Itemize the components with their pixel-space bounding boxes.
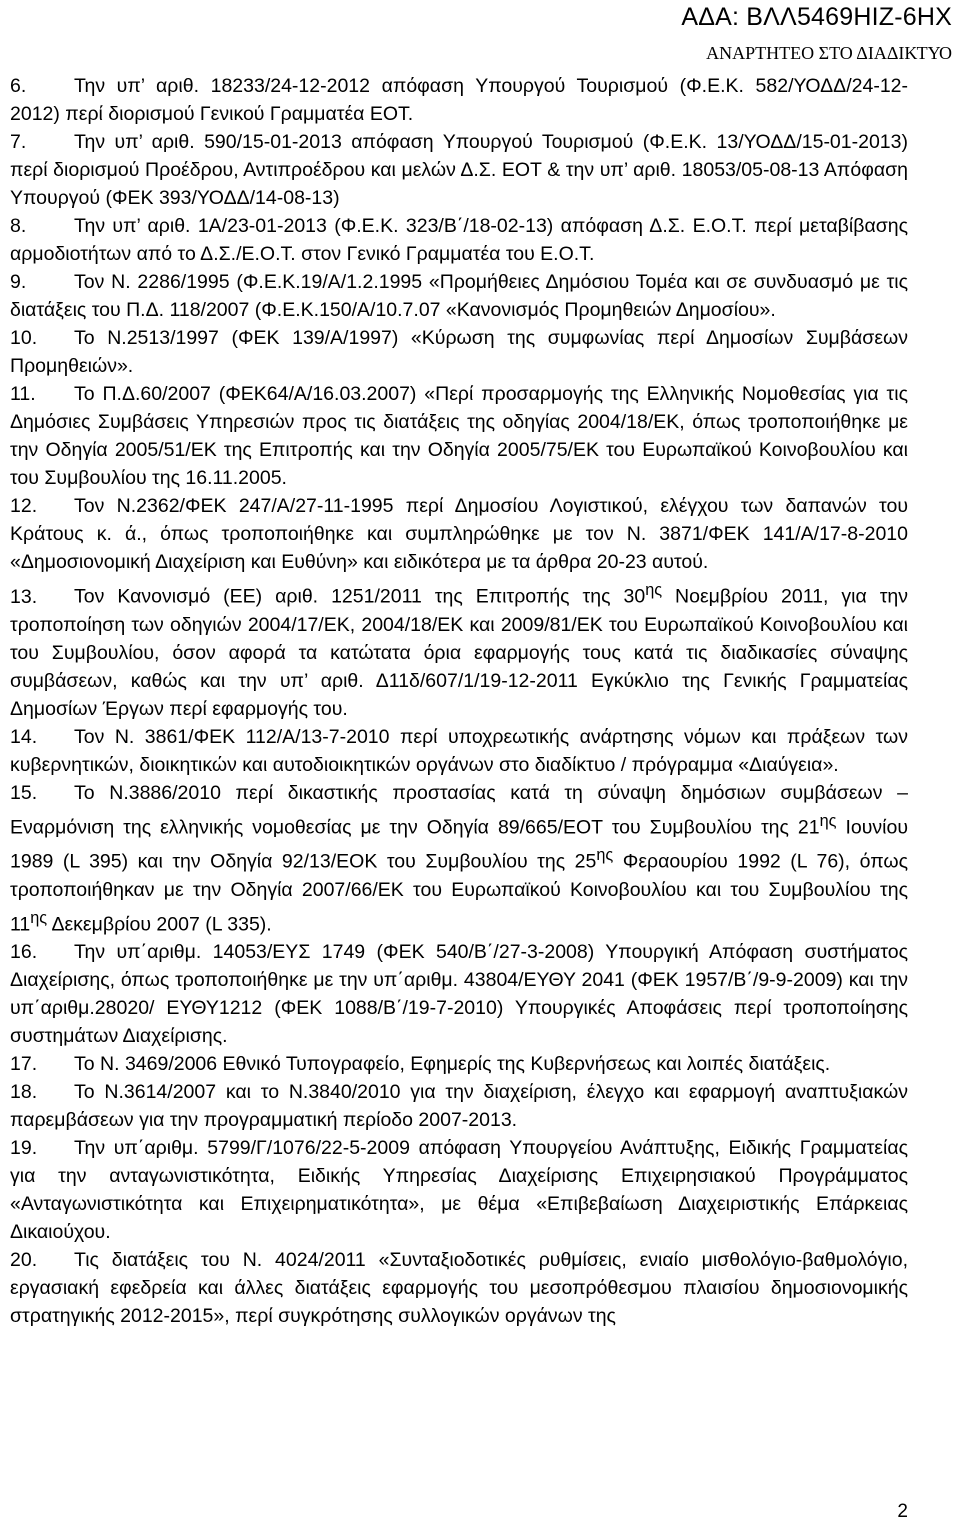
list-item: [10, 938, 908, 1050]
ordinal-suffix: ης: [30, 908, 48, 927]
item-number: 16.: [10, 941, 38, 963]
item-text-part: Ιουνίου 1989 (L 395) και την Οδηγία 92/13/ΕΟΚ του Συμβουλίου της 25: [10, 816, 909, 873]
item-text: Τις διατάξεις του Ν. 4024/2011 «Συνταξιοδοτικές ρυθμίσεις, ενιαίο μισθολόγιο-βαθμολόγιο, εργασιακή εφεδρεία και άλλες διατάξεις εφαρμογής του μεσοπρόθεσμου πλαισίου δημοσιονομικής στρατηγικής 2012-2015», περί συγκρότησης συλλογικών οργάνων της: [10, 1249, 908, 1327]
item-text-part: Δεκεμβρίου 2007 (L 335).: [47, 913, 272, 935]
ordinal-suffix: ης: [645, 581, 663, 599]
item-text: Το Ν.3614/2007 και το Ν.3840/2010 για την διαχείριση, έλεγχο και εφαρμογή αναπτυξιακών παρεμβάσεων για την προγραμματική περίοδο 2007-2013.: [10, 1081, 908, 1131]
item-number: 6.: [10, 75, 27, 97]
list-item: [10, 380, 908, 492]
item-number: 18.: [10, 1081, 38, 1103]
list-item: [10, 723, 908, 779]
item-number: 17.: [10, 1053, 38, 1075]
ada-code: ΑΔΑ: ΒΛΛ5469ΗΙΖ-6ΗΧ: [681, 3, 952, 31]
item-number: 10.: [10, 327, 38, 349]
list-item: [10, 212, 908, 268]
list-item: [10, 1078, 908, 1134]
item-number: 7.: [10, 131, 27, 153]
item-number: 9.: [10, 271, 27, 293]
list-item: [10, 324, 908, 380]
item-text: Τον Ν.2362/ΦΕΚ 247/Α/27-11-1995 περί Δημοσίου Λογιστικού, ελέγχου των δαπανών του Κράτους κ. ά., όπως τροποποιήθηκε και συμπληρώθηκε με τον Ν. 3871/ΦΕΚ 141/Α/17-8-2010 «Δημοσιονομική Διαχείριση και Ευθύνη» και ειδικότερα με τα άρθρα 20-23 αυτού.: [10, 495, 908, 573]
list-item: [10, 1246, 908, 1330]
item-number: 12.: [10, 495, 38, 517]
item-number: 13.: [10, 585, 38, 608]
posted-note: ΑΝΑΡΤΗΤΕΟ ΣΤΟ ΔΙΑΔΙΚΤΥΟ: [706, 43, 952, 63]
item-text: Τον Ν. 2286/1995 (Φ.Ε.Κ.19/Α/1.2.1995 «Προμήθειες Δημόσιου Τομέα και σε συνδυασμό με τις διατάξεις του Π.Δ. 118/2007 (Φ.Ε.Κ.150/Α/10.7.07 «Κανονισμός Προμηθειών Δημοσίου».: [10, 271, 908, 321]
item-text: Το Ν.2513/1997 (ΦΕΚ 139/Α/1997) «Κύρωση της συμφωνίας περί Δημοσίων Συμβάσεων Προμηθειών».: [10, 327, 908, 377]
document-body: [10, 72, 908, 1330]
list-item: [10, 576, 908, 723]
list-item: [10, 1050, 908, 1078]
item-number: 14.: [10, 725, 38, 748]
item-text: Τον Ν. 3861/ΦΕΚ 112/Α/13-7-2010 περί υποχρεωτικής ανάρτησης νόμων και πράξεων των κυβερνητικών, διοικητικών και αυτοδιοικητικών οργάνων στο διαδίκτυο / πρόγραμμα «Διαύγεια».: [10, 725, 908, 776]
item-text-part: Φεραουρίου 1992 (L 76), όπως τροποποιήθηκαν με την Οδηγία 2007/66/ΕΚ του Ευρωπαϊκού Κοινοβουλίου και του Συμβουλίου της 11: [10, 850, 908, 935]
ordinal-suffix: ης: [819, 811, 837, 830]
list-item: [10, 779, 908, 939]
item-number: 8.: [10, 215, 27, 237]
item-text: Την υπ΄αριθμ. 14053/ΕΥΣ 1749 (ΦΕΚ 540/Β΄/27-3-2008) Υπουργική Απόφαση συστήματος Διαχείρισης, όπως τροποποιήθηκε με την υπ΄αριθμ. 43804/ΕΥΘΥ 2041 (ΦΕΚ 1957/Β΄/9-9-2009) και την υπ΄αριθμ.28020/ ΕΥΘΥ1212 (ΦΕΚ 1088/Β΄/19-7-2010) Υπουργικές Αποφάσεις περί τροποποίησης συστημάτων Διαχείρισης.: [10, 941, 908, 1047]
item-text: Το Π.Δ.60/2007 (ΦΕΚ64/Α/16.03.2007) «Περί προσαρμογής της Ελληνικής Νομοθεσίας για τις Δημόσιες Συμβάσεις Υπηρεσιών προς τις διατάξεις της οδηγίας 2004/18/ΕΚ, όπως τροποποιήθηκε με την Οδηγία 2005/51/ΕΚ της Επιτροπής και την Οδηγία 2005/75/ΕΚ του Ευρωπαϊκού Κοινοβουλίου και του Συμβουλίου της 16.11.2005.: [10, 383, 908, 489]
item-number: 20.: [10, 1249, 38, 1271]
item-text-part: Το Ν.3886/2010 περί δικαστικής προστασίας κατά τη σύναψη δημόσιων συμβάσεων – Εναρμόνιση της ελληνικής νομοθεσίας με την Οδηγία 89/665/ΕΟΤ του Συμβουλίου της 21: [10, 781, 908, 838]
page-number: 2: [897, 1501, 908, 1522]
item-text-part: Νοεμβρίου 2011, για την τροποποίηση των οδηγιών 2004/17/ΕΚ, 2004/18/ΕΚ και 2009/81/ΕΚ του Ευρωπαϊκού Κοινοβουλίου και του Συμβουλίου, όσον αφορά τα κατώτατα όρια εφαρμογής τους κατά τις διαδικασίες σύναψης συμβάσεων, καθώς και την υπ’ αριθ. Δ11δ/607/1/19-12-2011 Εγκύκλιο της Γενικής Γραμματείας Δημοσίων Έργων περί εφαρμογής του.: [10, 585, 908, 720]
list-item: [10, 128, 908, 212]
item-text: Την υπ’ αριθ. 18233/24-12-2012 απόφαση Υπουργού Τουρισμού (Φ.Ε.Κ. 582/ΥΟΔΔ/24-12-2012) περί διορισμού Γενικού Γραμματέα ΕΟΤ.: [10, 75, 908, 125]
item-text-part: Τον Κανονισμό (ΕΕ) αριθ. 1251/2011 της Επιτροπής της 30: [74, 585, 646, 608]
list-item: [10, 492, 908, 576]
item-number: 19.: [10, 1137, 38, 1159]
item-number: 15.: [10, 781, 38, 804]
item-text: Το Ν. 3469/2006 Εθνικό Τυπογραφείο, Εφημερίς της Κυβερνήσεως και λοιπές διατάξεις.: [74, 1053, 831, 1075]
item-text: Την υπ’ αριθ. 590/15-01-2013 απόφαση Υπουργού Τουρισμού (Φ.Ε.Κ. 13/ΥΟΔΔ/15-01-2013) περί διορισμού Προέδρου, Αντιπροέδρου και μελών Δ.Σ. ΕΟΤ & την υπ’ αριθ. 18053/05-08-13 Απόφαση Υπουργού (ΦΕΚ 393/ΥΟΔΔ/14-08-13): [10, 131, 908, 209]
ordinal-suffix: ης: [596, 846, 614, 864]
item-text: Την υπ΄αριθμ. 5799/Γ/1076/22-5-2009 απόφαση Υπουργείου Ανάπτυξης, Ειδικής Γραμματείας για την ανταγωνιστικότητα, Ειδικής Υπηρεσίας Διαχείρισης Επιχειρησιακού Προγράμματος «Ανταγωνιστικότητα και Επιχειρηματικότητα», με θέμα «Επιβεβαίωση Διαχειριστικής Επάρκειας Δικαιούχου.: [10, 1137, 908, 1243]
list-item: [10, 72, 908, 128]
list-item: [10, 268, 908, 324]
list-item: [10, 1134, 908, 1246]
item-text: Την υπ’ αριθ. 1Α/23-01-2013 (Φ.Ε.Κ. 323/Β΄/18-02-13) απόφαση Δ.Σ. Ε.Ο.Τ. περί μεταβίβασης αρμοδιοτήτων από το Δ.Σ./Ε.Ο.Τ. στον Γενικό Γραμματέα του Ε.Ο.Τ.: [10, 215, 908, 265]
item-number: 11.: [10, 383, 36, 405]
